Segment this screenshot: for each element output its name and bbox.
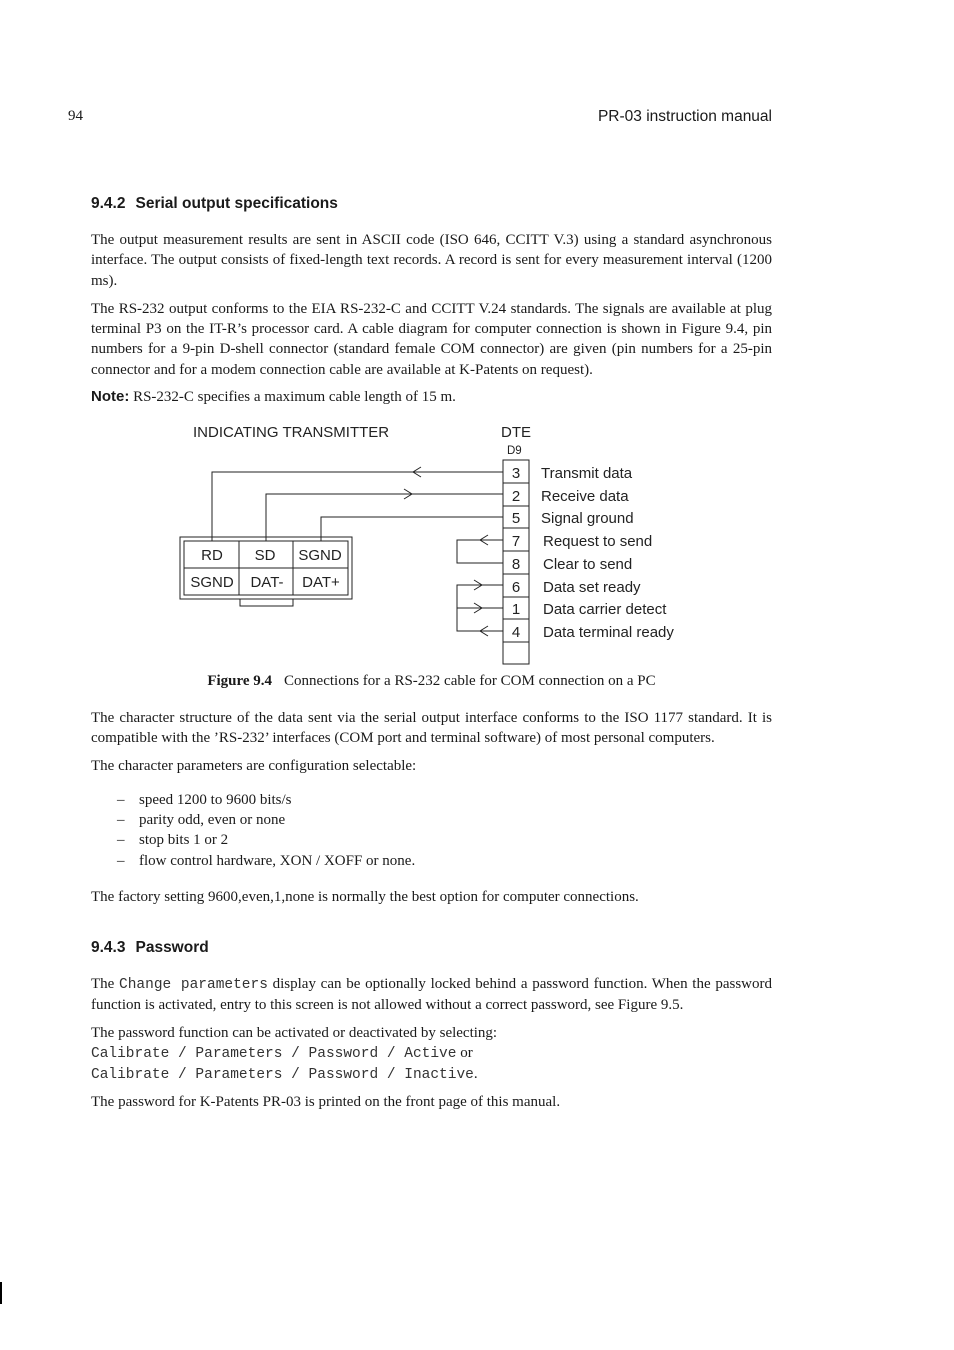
terminal-rd: RD [201,547,223,564]
paragraph: The output measurement results are sent in ASCII code (ISO 646, CCITT V.3) using a standard asynchronous interface. The output consists of fixed-length text records. A record is sent for every measurement interval (1200 ms). [91,232,772,289]
list-item: – speed 1200 to 9600 bits/s [91,790,772,810]
right-title: DTE [501,424,531,441]
note-label: Note: [91,388,130,406]
text-run: . [473,1066,478,1083]
section-title: Serial output specifications [135,195,338,212]
margin-mark [0,1282,2,1304]
text-run: display can be optionally locked behind a password function. When the password function is activated, entry to this screen is not allowed without a correct password, see Figure 9.5. [91,976,772,1014]
pin-number: 2 [511,488,521,505]
wire-transmit [212,472,503,541]
menu-path-line [91,1064,772,1085]
terminal-dat-minus: DAT- [250,574,284,591]
section-heading-943 [91,939,209,957]
pin-number: 5 [511,510,521,527]
section-heading-942 [91,195,338,213]
code-change-parameters: Change parameters [119,977,268,993]
caption-text: Connections for a RS-232 cable for COM connection on a PC [284,673,656,689]
terminal-sgnd: SGND [298,547,342,564]
pin-label: Transmit data [541,465,633,482]
section-title: Password [135,939,209,956]
left-title: INDICATING TRANSMITTER [193,424,390,441]
section-number: 9.4.3 [91,939,126,956]
text-run: The [91,976,120,992]
pin-number: 4 [511,624,521,641]
pin-label: Receive data [541,488,629,505]
paragraph: The RS-232 output conforms to the EIA RS-232-C and CCITT V.24 standards. The signals are available at plug terminal P3 on the IT-R’s processor card. A cable diagram for computer connection is shown in Figure 9.4, pin numbers for a 9-pin D-shell connector (standard female COM connector) are given (pin numbers for a 25-pin connector and for a modem connection cable are available at K-Patents on request). [91,300,772,378]
note [91,387,772,407]
pin-label: Request to send [543,533,653,550]
paragraph: The character structure of the data sent via the serial output interface conforms to the ISO 1177 standard. It is compatible with the ’RS-232’ interfaces (COM port and terminal software) of most personal computers. [91,710,772,747]
pin-label: Signal ground [541,510,634,527]
section-number: 9.4.2 [91,195,126,212]
paragraph [91,974,772,1016]
wire-rts-cts-loop [457,540,503,563]
note-text: RS-232-C specifies a maximum cable length of 15 m. [129,389,456,406]
running-title: PR-03 instruction manual [597,108,772,125]
terminal-bridge [240,599,293,606]
code-path-inactive: Calibrate / Parameters / Password / Inactive [91,1067,474,1084]
terminal-dat-plus: DAT+ [302,574,340,591]
menu-path-line [91,1043,772,1064]
pin-number: 7 [511,533,521,550]
pin-label: Clear to send [543,556,633,573]
diagram-svg [178,418,698,670]
page-header [68,108,772,128]
section-943-body [91,974,772,1113]
paragraph: The password function can be activated or deactivated by selecting: [91,1024,498,1041]
list-item: – parity odd, even or none [91,810,772,830]
pin-number: 8 [511,556,521,573]
page-number: 94 [68,108,83,124]
paragraph: The password for K-Patents PR-03 is printed on the front page of this manual. [91,1094,561,1111]
code-path-active: Calibrate / Parameters / Password / Active [91,1045,457,1062]
paragraph: The character parameters are configuration selectable: [91,757,417,774]
pin-number: 3 [511,465,521,482]
figure-caption [91,673,772,690]
terminal-sd: SD [254,547,276,564]
pin-number: 6 [511,579,521,596]
pin-label: Data set ready [543,579,641,596]
paragraph: The factory setting 9600,even,1,none is normally the best option for computer connections. [91,889,639,906]
terminal-sgnd-2: SGND [190,574,234,591]
caption-label: Figure 9.4 [207,673,273,689]
pin-label: Data carrier detect [543,601,667,618]
list-item: – stop bits 1 or 2 [91,830,772,850]
pin-number: 1 [511,601,521,618]
text-run: or [456,1044,473,1061]
pin-label: Data terminal ready [543,624,674,641]
parameter-list [91,790,772,871]
char-structure-body [91,708,772,907]
connector-label: D9 [507,445,522,457]
rs232-cable-diagram [178,418,698,670]
section-942-body [91,230,772,407]
list-item: – flow control hardware, XON / XOFF or none. [91,851,772,871]
